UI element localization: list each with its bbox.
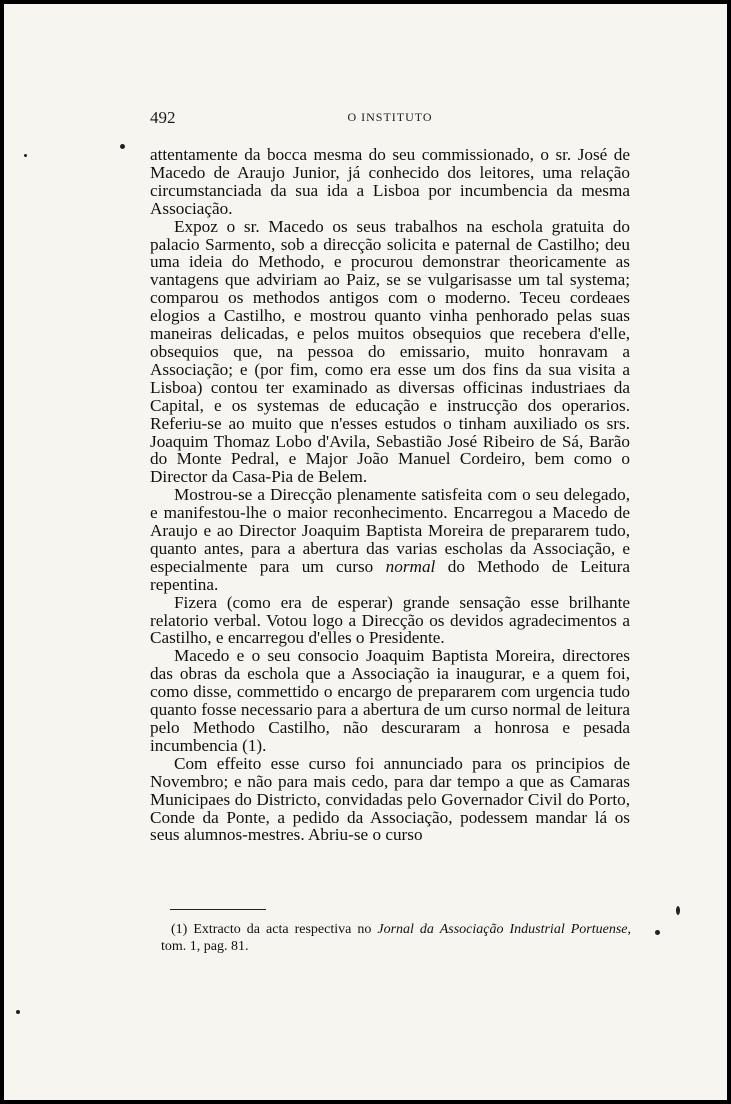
running-title: O INSTITUTO	[347, 110, 433, 124]
footnote	[161, 921, 631, 955]
paragraph: attentamente da bocca mesma do seu commissionado, o sr. José de Macedo de Araujo Junior, já conhecido dos leitores, uma relação circumstanciada da sua ida a Lisboa por incumbencia da mesma Associação.	[150, 145, 630, 218]
body-text	[150, 146, 630, 844]
footnote-marker: (1) Extracto da acta respectiva no	[171, 922, 378, 937]
italic-word: normal	[385, 556, 436, 576]
ink-speck	[655, 930, 660, 935]
footnote-rest: , tom. 1, pag. 81.	[161, 922, 631, 954]
paragraph: Fizera (como era de esperar) grande sensação esse brilhante relatorio verbal. Votou logo a Direcção os devidos agradecimentos a Castilho, e encarregou d'elles o Presidente.	[150, 592, 630, 648]
ink-speck	[120, 144, 125, 149]
paragraph-text-tail: do Methodo de Leitura repentina.	[150, 556, 630, 594]
ink-speck	[676, 906, 680, 915]
paragraph	[150, 486, 630, 593]
paragraph-text: Mostrou-se a Direcção plenamente satisfeita com o seu delegado, e manifestou-lhe o maior reconhecimento. Encarregou a Macedo de Araujo e ao Director Joaquim Baptista Moreira de prepararem tudo, quanto antes, para a abertura das varias escholas da Associação, e especialmente para um curso	[150, 485, 630, 576]
page-header	[150, 108, 630, 128]
page-number: 492	[150, 108, 176, 127]
paragraph: Expoz o sr. Macedo os seus trabalhos na eschola gratuita do palacio Sarmento, sob a direcção solicita e paternal de Castilho; deu uma ideia do Methodo, e procurou demonstrar theoricamente as vantagens que adviriam ao Paiz, se se vulgarisasse um tal systema; comparou os methodos antigos com o moderno. Teceu cordeaes elogios a Castilho, e mostrou quanto vinha penhorado pelas suas maneiras delicadas, e pelos muitos obsequios que recebera d'elle, obsequios que, na pessoa do emissario, muito honravam a Associação; e (por fim, como era esse um dos fins da sua visita a Lisboa) contou ter examinado as diversas officinas industriaes da Capital, e os systemas de educação e instrucção dos operarios. Referiu-se ao muito que n'esses estudos o tinham auxiliado os srs. Joaquim Thomaz Lobo d'Avila, Sebastião José Ribeiro de Sá, Barão do Monte Pedral, e Major João Manuel Cordeiro, bem como o Director da Casa-Pia de Belem.	[150, 216, 630, 487]
footnote-journal: Jornal da Associação Industrial Portuense	[377, 922, 628, 937]
ink-speck	[24, 154, 27, 157]
ink-speck	[16, 1010, 20, 1014]
paragraph: Macedo e o seu consocio Joaquim Baptista Moreira, directores das obras da eschola que a Associação ia inaugurar, e a quem foi, como disse, commettido o encargo de prepararem com urgencia tudo quanto fosse necessario para a abertura de um curso normal de leitura pelo Methodo Castilho, não descuraram a honrosa e pesada incumbencia (1).	[150, 646, 630, 755]
paragraph: Com effeito esse curso foi annunciado para os principios de Novembro; e não para mais cedo, para dar tempo a que as Camaras Municipaes do Districto, convidadas pelo Governador Civil do Porto, Conde da Ponte, a pedido da Associação, podessem mandar lá os seus alumnos-mestres. Abriu-se o curso	[150, 753, 630, 845]
footnote-rule	[170, 909, 266, 910]
